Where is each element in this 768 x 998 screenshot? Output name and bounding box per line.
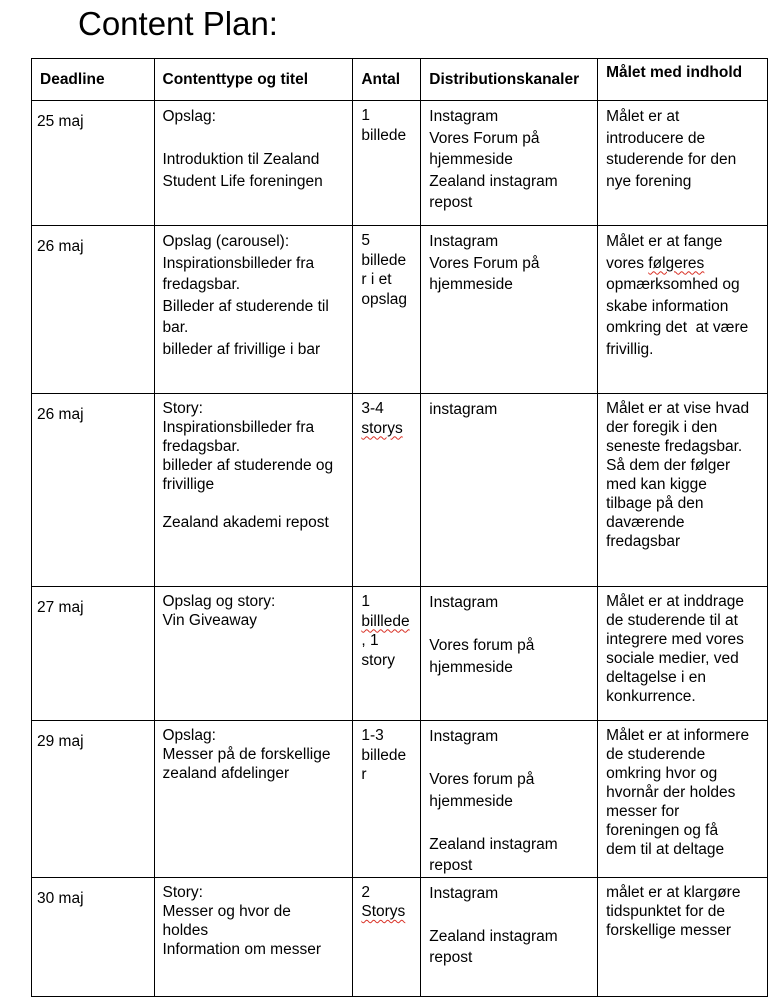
goal-line: med kan kigge: [606, 476, 707, 493]
channels-cell: [421, 587, 598, 721]
content-line: Inspirationsbilleder fra: [162, 419, 315, 436]
deadline-cell: 26 maj: [32, 226, 155, 394]
content-line: Opslag:: [162, 727, 216, 744]
goal-line: daværende: [606, 514, 685, 531]
table-row: [32, 877, 768, 996]
deadline-cell: 30 maj: [32, 877, 155, 996]
goal-cell: [598, 394, 768, 587]
antal-line: r i et: [361, 271, 392, 288]
goal-line: sociale medier, ved: [606, 650, 739, 667]
channels-line: Vores forum på: [429, 637, 535, 654]
goal-line: omkring det at være: [606, 319, 749, 336]
goal-line: skabe information: [606, 297, 729, 315]
content-line: bar.: [162, 319, 189, 336]
channels-line: hjemmeside: [429, 151, 513, 168]
goal-line: foreningen og få: [606, 822, 719, 839]
content-line: Information om messer: [162, 940, 321, 958]
table-row: [32, 394, 768, 587]
goal-line: forskellige messer: [606, 921, 731, 939]
content-cell: [154, 877, 353, 996]
goal-line: fredagsbar: [606, 533, 681, 550]
antal-line: opslag: [361, 290, 408, 308]
channels-line: [429, 748, 591, 770]
antal-line: 2: [361, 883, 370, 901]
content-line: Opslag:: [162, 108, 216, 125]
channels-line: [429, 904, 591, 926]
column-header-channels: Distributionskanaler: [421, 59, 598, 101]
content-line: Opslag og story:: [162, 593, 276, 610]
channels-cell: [421, 877, 598, 996]
channels-line: [429, 614, 591, 636]
content-line: Story:: [162, 400, 203, 417]
column-header-antal: Antal: [353, 59, 421, 101]
content-cell: [154, 587, 353, 721]
antal-cell: [353, 587, 421, 721]
channels-line: Zealand instagram: [429, 927, 558, 945]
antal-line: storys: [361, 419, 403, 437]
antal-line: 1: [361, 107, 370, 124]
content-line: Story:: [162, 883, 203, 901]
goal-line: opmærksomhed og: [606, 276, 740, 293]
content-line: Billeder af studerende til: [162, 297, 329, 315]
content-cell: [154, 101, 353, 226]
content-line: [163, 494, 347, 513]
content-line: fredagsbar.: [162, 276, 241, 293]
goal-line: dem til at deltage: [606, 841, 725, 858]
content-line: Student Life foreningen: [162, 172, 323, 190]
antal-line: billede: [361, 126, 407, 144]
content-line: Messer på de forskellige: [162, 746, 331, 763]
channels-line: Zealand instagram: [429, 172, 558, 190]
goal-line: introducere de: [606, 129, 706, 147]
content-line: Messer og hvor de: [162, 902, 291, 920]
channels-line: Instagram: [429, 594, 499, 611]
content-line: frivillige: [162, 476, 215, 493]
goal-cell: [598, 877, 768, 996]
channels-line: Instagram: [429, 884, 499, 902]
channels-line: Instagram: [429, 728, 499, 745]
goal-line: Målet er at informere: [606, 727, 750, 744]
goal-line: omkring hvor og: [606, 765, 718, 782]
content-line: holdes: [162, 921, 209, 939]
deadline-cell: 27 maj: [32, 587, 155, 721]
goal-cell: [598, 587, 768, 721]
table-row: [32, 226, 768, 394]
channels-line: Vores Forum på: [429, 254, 540, 272]
goal-line: Målet er at inddrage: [606, 593, 744, 610]
content-line: zealand afdelinger: [162, 765, 290, 782]
channels-line: repost: [429, 194, 473, 211]
goal-line: studerende for den: [606, 151, 737, 168]
goal-line: tidspunktet for de: [606, 902, 725, 920]
antal-line: 1: [361, 593, 370, 610]
column-header-deadline: Deadline: [32, 59, 155, 101]
channels-line: [429, 812, 591, 834]
table-row: [32, 587, 768, 721]
content-cell: [154, 226, 353, 394]
antal-line: 5: [361, 232, 370, 249]
channels-line: Instagram: [429, 108, 499, 125]
goal-line: Målet er at fange: [606, 233, 723, 250]
page-title: Content Plan:: [78, 5, 278, 42]
antal-line: billede: [361, 746, 407, 764]
content-line: fredagsbar.: [162, 438, 241, 455]
goal-line: de studerende til at: [606, 612, 738, 629]
channels-line: Instagram: [429, 233, 499, 250]
goal-cell: [598, 226, 768, 394]
content-line: billeder af frivillige i bar: [162, 340, 321, 358]
goal-line: Målet er at vise hvad: [606, 400, 750, 417]
deadline-cell: 29 maj: [32, 721, 155, 878]
table-row: [32, 101, 768, 226]
antal-cell: [353, 721, 421, 878]
channels-cell: [421, 394, 598, 587]
content-line: [163, 128, 347, 150]
goal-line: seneste fredagsbar.: [606, 438, 743, 455]
column-header-goal: Målet med indhold: [598, 59, 768, 101]
content-line: Opslag (carousel):: [162, 233, 290, 250]
channels-line: hjemmeside: [429, 792, 513, 810]
channels-line: hjemmeside: [429, 658, 513, 676]
channels-line: repost: [429, 949, 473, 966]
goal-line: Så dem der følger: [606, 457, 731, 474]
deadline-cell: 25 maj: [32, 101, 155, 226]
content-plan-table: [31, 58, 768, 997]
antal-line: 3-4: [361, 400, 384, 417]
antal-cell: [353, 394, 421, 587]
content-line: Inspirationsbilleder fra: [162, 254, 315, 272]
antal-line: , 1: [361, 632, 379, 649]
deadline-cell: 26 maj: [32, 394, 155, 587]
antal-line: r: [361, 766, 367, 783]
goal-line: frivillig.: [606, 340, 654, 358]
column-header-content: Contenttype og titel: [154, 59, 353, 101]
goal-cell: [598, 721, 768, 878]
goal-line: målet er at klargøre: [606, 883, 741, 901]
channels-line: repost: [429, 857, 473, 874]
antal-line: billede: [361, 251, 407, 269]
table-row: [32, 721, 768, 878]
channels-line: hjemmeside: [429, 276, 513, 293]
goal-line: vores følgeres: [606, 254, 705, 272]
antal-cell: [353, 226, 421, 394]
antal-cell: [353, 101, 421, 226]
content-cell: [154, 394, 353, 587]
channels-cell: [421, 101, 598, 226]
channels-line: Vores forum på: [429, 771, 535, 788]
antal-line: Storys: [361, 903, 406, 920]
goal-line: hvornår der holdes: [606, 784, 736, 801]
goal-line: nye forening: [606, 172, 692, 190]
goal-line: integrere med vores: [606, 631, 744, 648]
content-cell: [154, 721, 353, 878]
goal-line: de studerende: [606, 746, 706, 763]
channels-line: instagram: [429, 401, 498, 418]
channels-line: Vores Forum på: [429, 129, 540, 147]
goal-line: tilbage på den: [606, 495, 704, 512]
header-row: [32, 59, 768, 101]
antal-line: story: [361, 651, 395, 669]
antal-line: billlede: [361, 612, 410, 630]
antal-line: 1-3: [361, 727, 384, 744]
goal-line: konkurrence.: [606, 688, 696, 705]
goal-line: deltagelse i en: [606, 669, 707, 686]
channels-line: Zealand instagram: [429, 835, 558, 853]
content-line: Zealand akademi repost: [162, 514, 329, 531]
channels-cell: [421, 721, 598, 878]
channels-cell: [421, 226, 598, 394]
goal-line: Målet er at: [606, 108, 680, 125]
goal-line: der foregik i den: [606, 419, 718, 436]
antal-cell: [353, 877, 421, 996]
goal-cell: [598, 101, 768, 226]
goal-line: messer for: [606, 803, 680, 820]
content-line: Introduktion til Zealand: [162, 151, 320, 168]
content-line: Vin Giveaway: [162, 612, 257, 629]
content-line: billeder af studerende og: [162, 457, 334, 474]
